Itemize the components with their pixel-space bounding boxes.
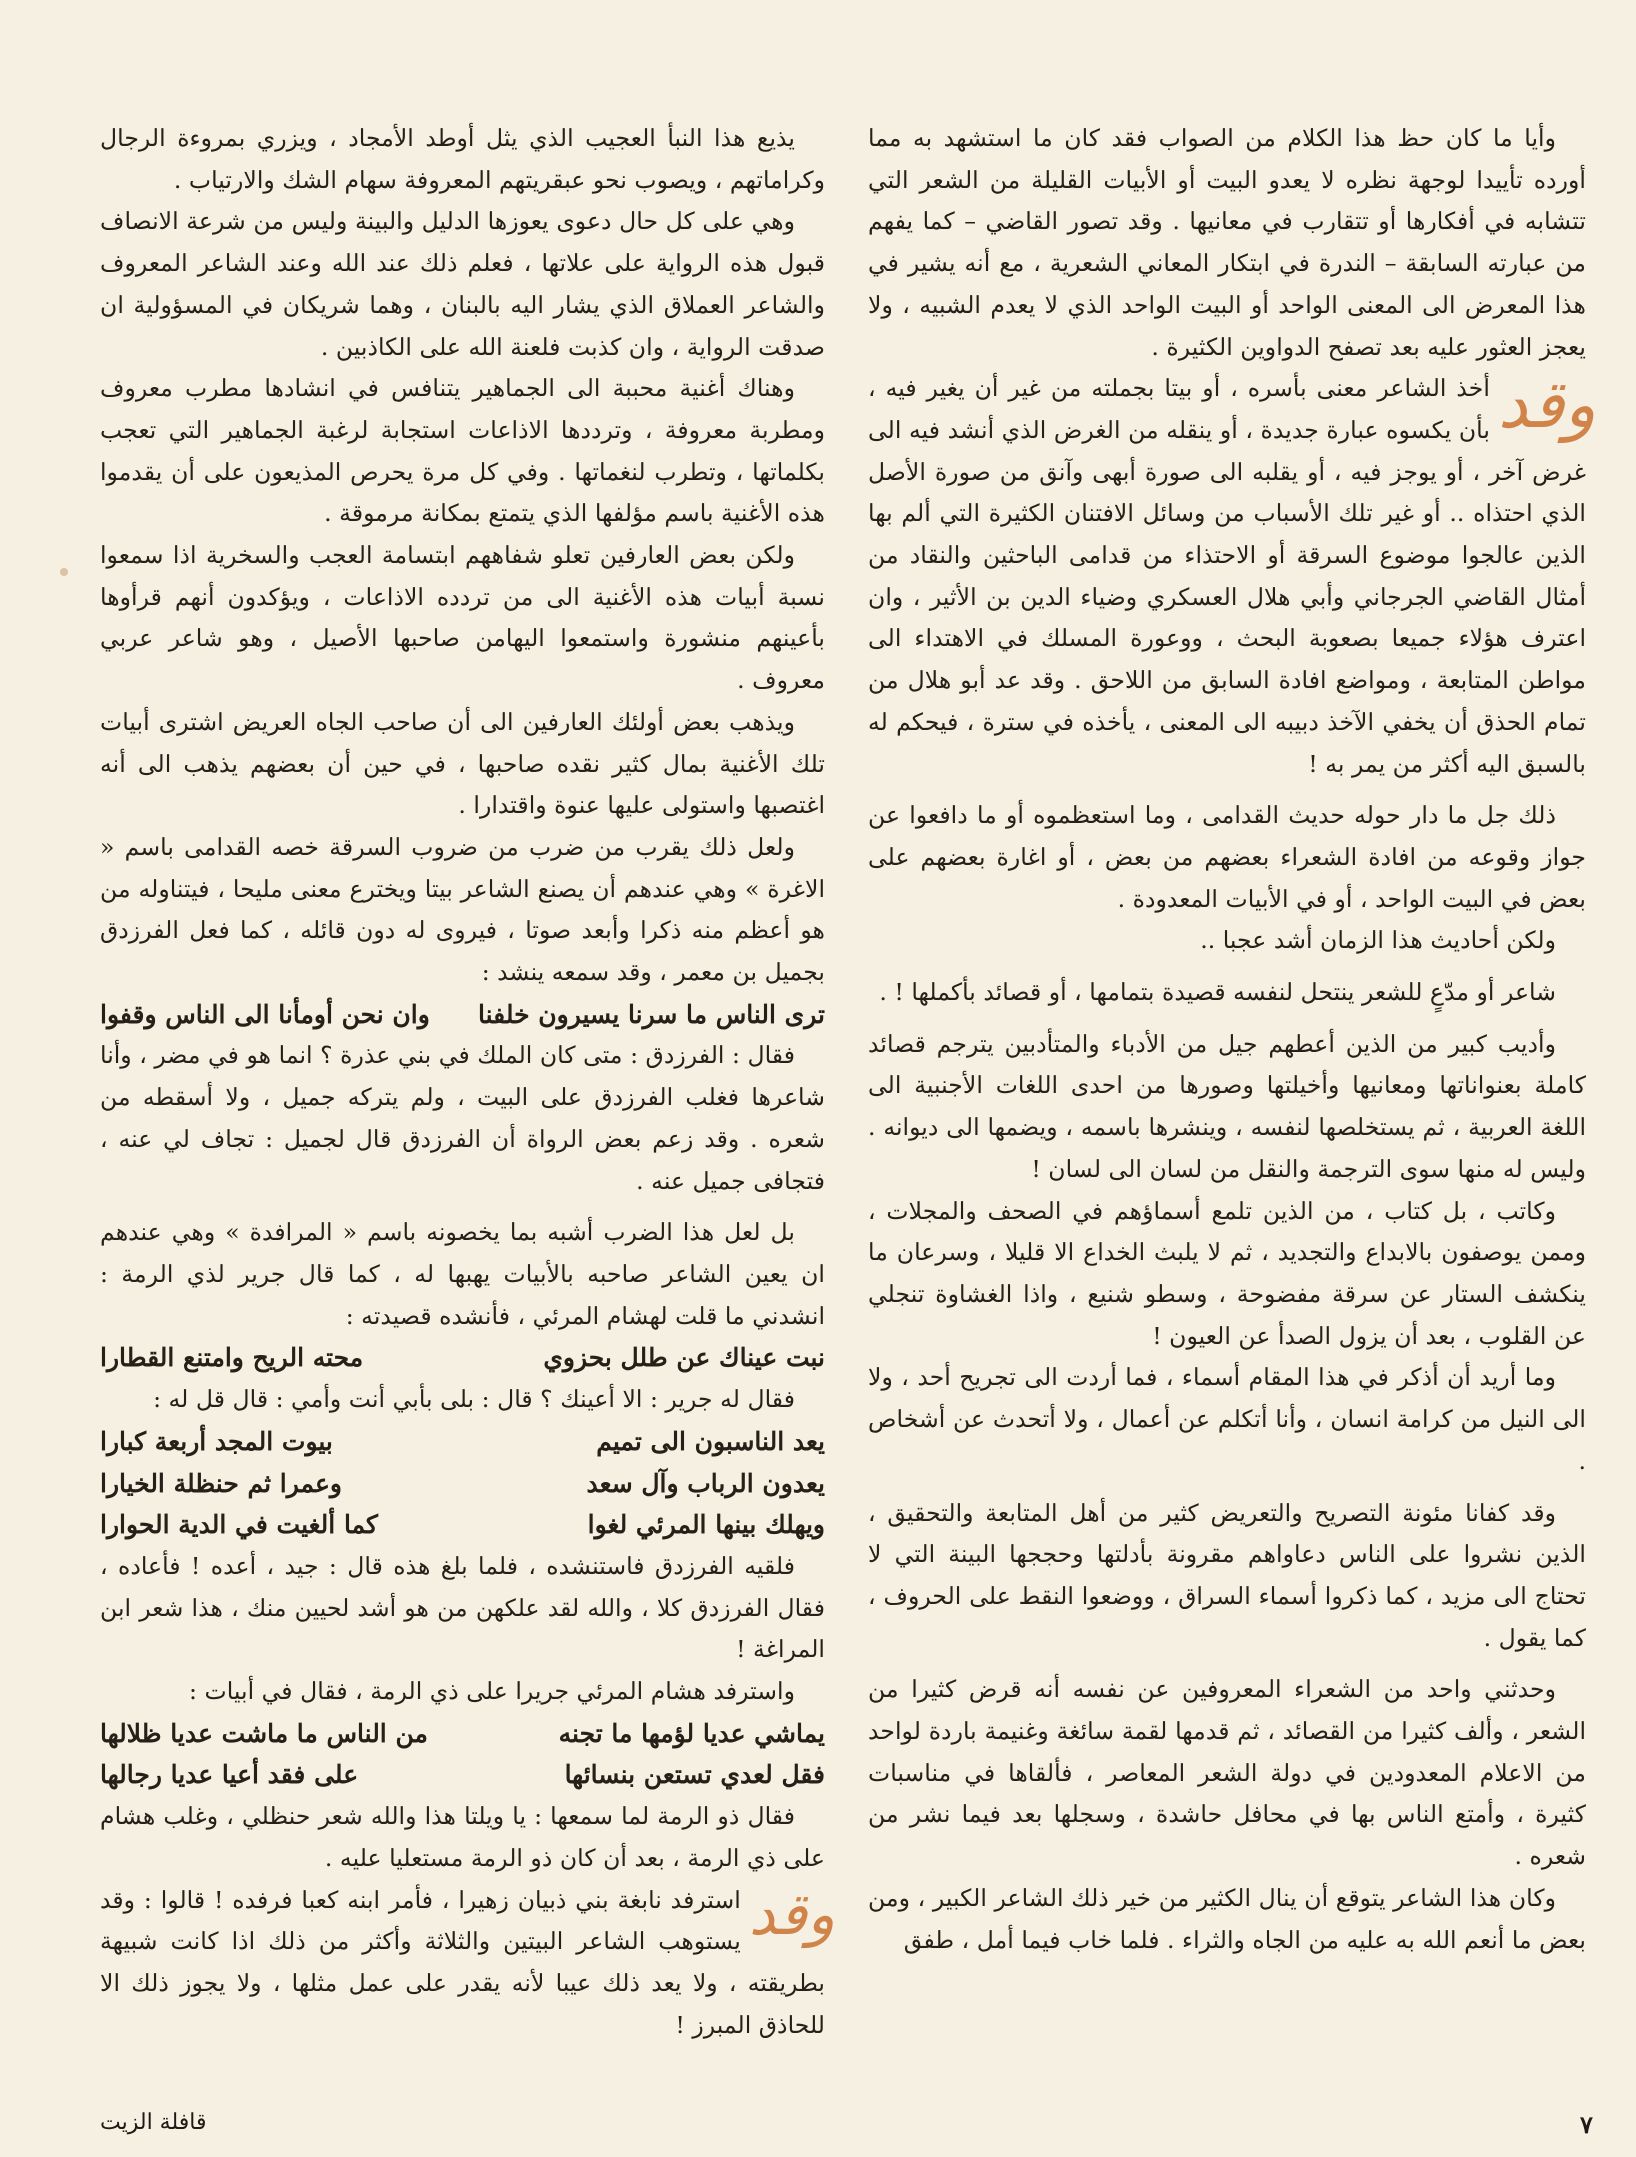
decorative-initial: وقد [1497, 366, 1596, 444]
verse-hemistich: يعد الناسبون الى تميم [596, 1426, 825, 1456]
verse-hemistich: نبت عيناك عن طلل بحزوي [543, 1343, 825, 1373]
paragraph: وما أريد أن أذكر في هذا المقام أسماء ، فما أردت الى تجريح أحد ، ولا الى النيل من كرامة انسان ، وأنا أتكلم عن أعمال ، ولا أتحدث عن أشخاص . [868, 1363, 1586, 1475]
paragraph: بل لعل هذا الضرب أشبه بما يخصونه باسم « المرافدة » وهي عندهم ان يعين الشاعر صاحبه بالأبيات يهبها له ، كما قال جرير لذي الرمة : انشدني ما قلت لهشام المرئي ، فأنشده قصيدته : [100, 1218, 825, 1330]
paragraph: استرفد نابغة بني ذبيان زهيرا ، فأمر ابنه كعبا فرفده ! قالوا : وقد يستوهب الشاعر البيتين والثلاثة وأكثر من ذلك اذا كانت شبيهة بطريقته ، ولا يعد ذلك عيبا لأنه يقدر على عمل مثلها ، ولا يجوز ذلك الا للحاذق المبرز ! [100, 1885, 825, 2039]
paragraph: فقال ذو الرمة لما سمعها : يا ويلتا هذا والله شعر حنظلي ، وغلب هشام على ذي الرمة ، بعد أن كان ذو الرمة مستعليا عليه . [100, 1802, 825, 1872]
paragraph: وقد كفانا مئونة التصريح والتعريض كثير من أهل المتابعة والتحقيق ، الذين نشروا على الناس دعاواهم مقرونة بأدلتها وحججها البينة التي لا تحتاج الى مزيد ، كما ذكروا أسماء السراق ، ووضعوا النقط على الحروف ، كما يقول . [868, 1498, 1586, 1652]
verse-hemistich: وان نحن أومأنا الى الناس وقفوا [100, 999, 430, 1029]
verse-hemistich: كما ألغيت في الدية الحوارا [100, 1510, 378, 1540]
verse-hemistich: محته الريح وامتنع القطارا [100, 1343, 364, 1373]
paragraph: وأيا ما كان حظ هذا الكلام من الصواب فقد كان ما استشهد به مما أورده تأييدا لوجهة نظره لا يعدو البيت أو الأبيات القليلة من الشعر التي تتشابه في أفكارها أو تتقارب في معانيها . وقد تصور القاضي – كما يفهم من عبارته السابقة – الندرة في ابتكار المعاني الشعرية ، مع أنه يشير في هذا المعرض الى المعنى الواحد أو البيت الواحد الذي لا يعدم الشبيه ، ولا يعجز العثور عليه بعد تصفح الدواوين الكثيرة . [868, 124, 1586, 361]
verse-hemistich: بيوت المجد أربعة كبارا [100, 1426, 333, 1456]
right-column [868, 118, 1596, 2083]
verse-hemistich: فقل لعدي تستعن بنسائها [564, 1760, 825, 1790]
verse-hemistich: على فقد أعيا عديا رجالها [100, 1760, 359, 1790]
paragraph: فقال له جرير : الا أعينك ؟ قال : بلى بأبي أنت وأمي : قال قل له : [153, 1385, 795, 1414]
paper-spot [60, 568, 68, 576]
paragraph: ذلك جل ما دار حوله حديث القدامى ، وما استعظموه أو ما دافعوا عن جواز وقوعه من افادة الشعراء بعضهم من بعض ، أو اغارة بعضهم على بعض في البيت الواحد ، أو في الأبيات المعدودة . [868, 801, 1586, 913]
poem-verse [100, 994, 825, 1036]
poem-verse [100, 1713, 825, 1755]
paragraph: فلقيه الفرزدق فاستنشده ، فلما بلغ هذه قال : جيد ، أعده ! فأعاده ، فقال الفرزدق كلا ، والله لقد علكهن من هو أشد لحيين منك ، هذا شعر ابن المراغة ! [100, 1551, 825, 1664]
paragraph: ويذهب بعض أولئك العارفين الى أن صاحب الجاه العريض اشترى أبيات تلك الأغنية بمال كثير نقده صاحبها ، في حين أن بعضهم يذهب الى أنه اغتصبها واستولى عليها عنوة واقتدارا . [100, 707, 825, 820]
paragraph: وحدثني واحد من الشعراء المعروفين عن نفسه أنه قرض كثيرا من الشعر ، وألف كثيرا من القصائد ، ثم قدمها لقمة سائغة وغنيمة باردة لواحد من الاعلام المعدودين في دولة الشعر المعاصر ، فألقاها في مناسبات كثيرة ، وأمتع الناس بها في محافل حاشدة ، وسجلها بعد فيما نشر من شعره . [868, 1675, 1586, 1871]
paragraph: ولكن بعض العارفين تعلو شفاههم ابتسامة العجب والسخرية اذا سمعوا نسبة أبيات هذه الأغنية الى من تردده الاذاعات ، ويؤكدون أنهم قرأوها بأعينهم منشورة واستمعوا اليهامن صاحبها الأصيل ، وهو شاعر عربي معروف . [100, 541, 825, 695]
paragraph: أخذ الشاعر معنى بأسره ، أو بيتا بجملته من غير أن يغير فيه ، بأن يكسوه عبارة جديدة ، أو ينقله من الغرض الذي أنشد فيه الى غرض آخر ، أو يوجز فيه ، أو يقلبه الى صورة أبهى وآنق من صورة الأصل الذي احتذاه .. أو غير تلك الأسباب من وسائل الافتنان الكثيرة التي ألم بها الذين عالجوا موضوع السرقة أو الاحتذاء من قدامى الباحثين والنقاد من أمثال القاضي الجرجاني وأبي هلال العسكري وضياء الدين بن الأثير ، وان اعترف هؤلاء جميعا بصعوبة البحث ، ووعورة المسلك في الاهتداء الى مواطن المتابعة ، ومواضع افادة السابق من اللاحق . وقد عد أبو هلال من تمام الحذق أن يخفي الآخذ دبيبه الى المعنى ، يأخذه في سترة ، فيحكم له بالسبق اليه أكثر من يمر به ! [868, 374, 1586, 778]
poem-verse [100, 1463, 825, 1505]
magazine-name: قافلة الزيت [100, 2110, 207, 2135]
verse-hemistich: يعدون الرباب وآل سعد [586, 1468, 825, 1498]
paragraph: وكان هذا الشاعر يتوقع أن ينال الكثير من خير ذلك الشاعر الكبير ، ومن بعض ما أنعم الله به عليه من الجاه والثراء . فلما خاب فيما أمل ، طفق [868, 1883, 1586, 1954]
paragraph: فقال : الفرزدق : متى كان الملك في بني عذرة ؟ انما هو في مضر ، وأنا شاعرها فغلب الفرزدق على البيت ، ولم يتركه جميل ، ولا أسقطه من شعره . وقد زعم بعض الرواة أن الفرزدق قال لجميل : تجاف لي عنه ، فتجافى جميل عنه . [100, 1041, 825, 1195]
poem-verse [100, 1754, 825, 1796]
paragraph: يذيع هذا النبأ العجيب الذي يثل أوطد الأمجاد ، ويزري بمروءة الرجال وكراماتهم ، ويصوب نحو عبقريتهم المعروفة سهام الشك والارتياب . [100, 124, 825, 194]
paragraph: ولعل ذلك يقرب من ضرب من ضروب السرقة خصه القدامى باسم « الاغرة » وهي عندهم أن يصنع الشاعر بيتا ويخترع معنى مليحا ، فيتناوله من هو أعظم منه ذكرا وأبعد صوتا ، فيروى له دون قائله ، كما فعل الفرزدق بجميل بن معمر ، وقد سمعه ينشد : [100, 832, 825, 987]
poem-verse [100, 1504, 825, 1546]
verse-hemistich: ترى الناس ما سرنا يسيرون خلفنا [478, 999, 825, 1029]
verse-hemistich: من الناس ما ماشت عديا ظلالها [100, 1718, 428, 1748]
paragraph: وهناك أغنية محببة الى الجماهير يتنافس في انشادها مطرب معروف ومطربة معروفة ، وترددها الاذاعات استجابة لرغبة الجماهير التي تعجب بكلماتها ، وتطرب لنغماتها . وفي كل مرة يحرص المذيعون على أن يقدموا هذه الأغنية باسم مؤلفها الذي يتمتع بمكانة مرموقة . [100, 374, 825, 528]
paragraph: شاعر أو مدّعٍ للشعر ينتحل لنفسه قصيدة بتمامها ، أو قصائد بأكملها ! . [879, 978, 1556, 1007]
poem-verse [100, 1337, 825, 1379]
verse-hemistich: يماشي عديا لؤمها ما تجنه [558, 1718, 825, 1748]
paragraph: وهي على كل حال دعوى يعوزها الدليل والبينة وليس من شرعة الانصاف قبول هذه الرواية على علاتها ، فعلم ذلك عند الله وعند الشاعر المعروف والشاعر العملاق الذي يشار اليه بالبنان ، وهما شريكان في المسؤولية ان صدقت الرواية ، وان كذبت فلعنة الله على الكاذبين . [100, 207, 825, 361]
decorative-initial: وقد [748, 1879, 835, 1948]
left-column [100, 118, 835, 2083]
paragraph: واسترفد هشام المرئي جريرا على ذي الرمة ، فقال في أبيات : [189, 1677, 795, 1706]
poem-verse [100, 1421, 825, 1463]
verse-hemistich: وعمرا ثم حنظلة الخيارا [100, 1468, 342, 1498]
page-number: ٧ [1580, 2110, 1593, 2139]
paragraph: وأديب كبير من الذين أعطهم جيل من الأدباء والمتأدبين يترجم قصائد كاملة بعنواناتها ومعانيها وأخيلتها وصورها من احدى اللغات الأجنبية الى اللغة العربية ، ثم يستخلصها لنفسه ، وينشرها باسمه ، ويضمها الى ديوانه . وليس له منها سوى الترجمة والنقل من لسان الى لسان ! [868, 1029, 1586, 1183]
verse-hemistich: ويهلك بينها المرئي لغوا [587, 1510, 825, 1540]
paragraph: وكاتب ، بل كتاب ، من الذين تلمع أسماؤهم في الصحف والمجلات ، وممن يوصفون بالابداع والتجديد ، ثم لا يلبث الخداع الا قليلا ، وسرعان ما ينكشف الستار عن سرقة مفضوحة ، وسطو شنيع ، واذا الغشاوة تنجلي عن القلوب ، بعد أن يزول الصدأ عن العيون ! [868, 1196, 1586, 1350]
paragraph: ولكن أحاديث هذا الزمان أشد عجبا .. [1200, 926, 1556, 955]
